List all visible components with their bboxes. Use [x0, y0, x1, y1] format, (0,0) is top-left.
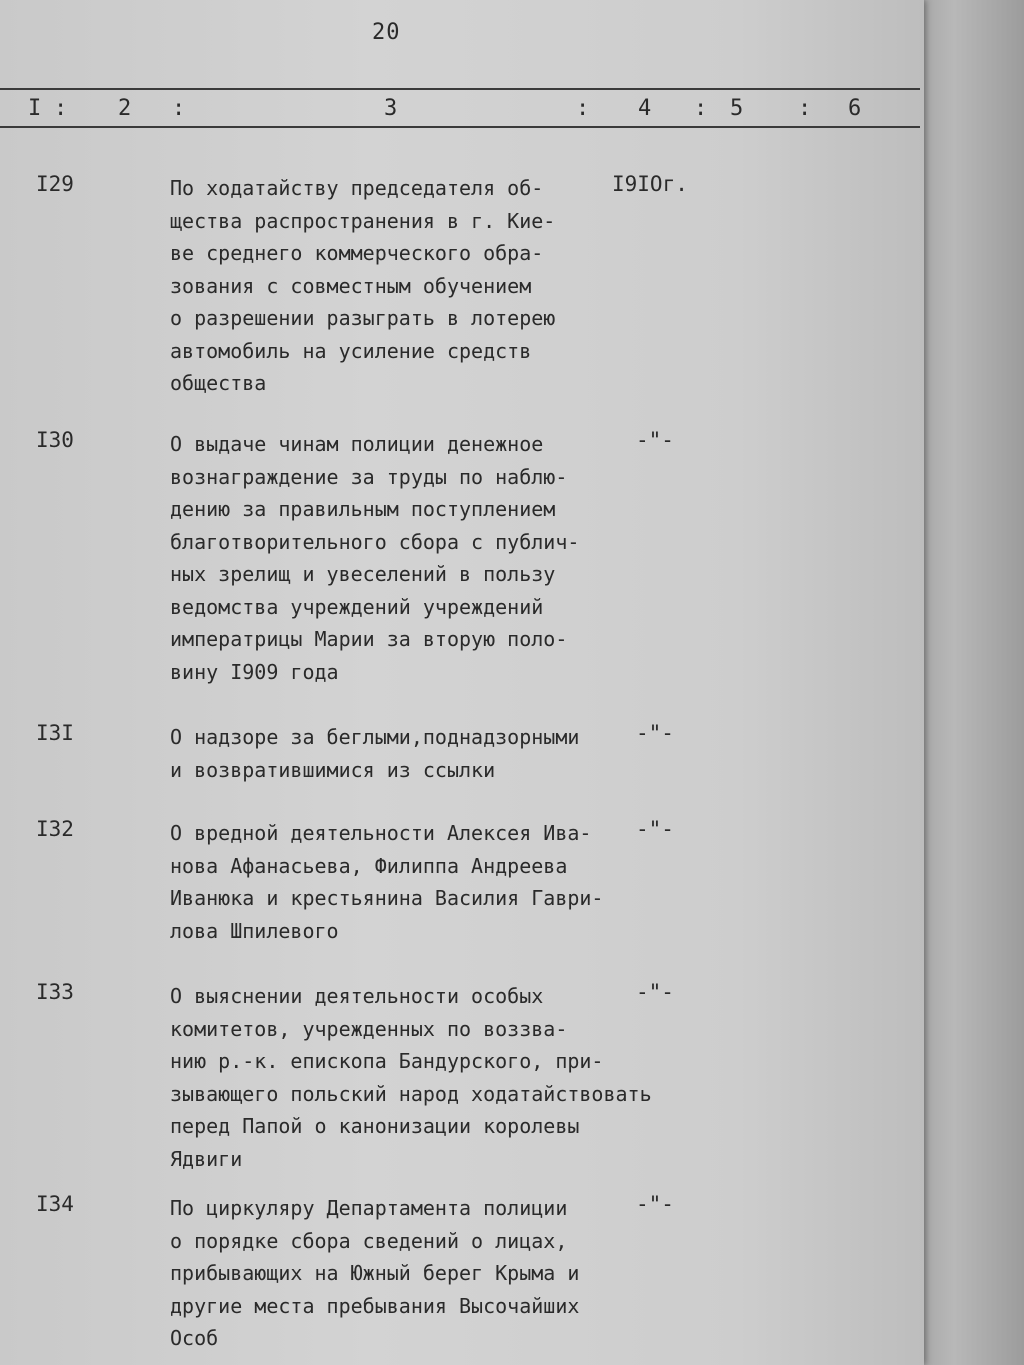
record-description: О вредной деятельности Алексея Ива- нова Афанасьева, Филиппа Андреева Иванюка и крестьянина Василия Гаври- лова Шпилевого	[170, 821, 604, 943]
header-rule-top	[0, 88, 920, 90]
record-number: I3I	[36, 721, 74, 745]
column-header-1: I	[28, 96, 42, 121]
record-number: I34	[36, 1192, 74, 1216]
record-number: I29	[36, 172, 74, 196]
column-separator: :	[54, 96, 68, 121]
header-rule-bottom	[0, 126, 920, 128]
record-description: О надзоре за беглыми,поднадзорными и возвратившимися из ссылки	[170, 725, 580, 782]
record-description: По циркуляру Департамента полиции о порядке сбора сведений о лицах, прибывающих на Южный берег Крыма и другие места пребывания Высочайших Особ	[170, 1196, 580, 1350]
column-header-4: 4	[638, 96, 652, 121]
page-number: 20	[372, 20, 401, 45]
record-number: I33	[36, 980, 74, 1004]
record-number: I32	[36, 817, 74, 841]
background-page-edge	[924, 0, 1024, 1365]
column-header-5: 5	[730, 96, 744, 121]
record-description: По ходатайству председателя об- щества распространения в г. Кие- ве среднего коммерческого обра- зования с совместным обучением о разрешении разыграть в лотерею автомобиль на усиление средств общества	[170, 176, 556, 395]
record-description: О выдаче чинам полиции денежное вознаграждение за труды по наблю- дению за правильным поступлением благотворительного сбора с публич- ных зрелищ и увеселений в пользу ведомства учреждений учреждений императрицы Марии за вторую поло- вину I909 года	[170, 432, 580, 684]
column-separator: :	[798, 96, 812, 121]
record-date-ditto: -"-	[636, 980, 674, 1004]
record-date-ditto: -"-	[636, 1192, 674, 1216]
column-separator: :	[576, 96, 590, 121]
column-header-6: 6	[848, 96, 862, 121]
column-header-row	[0, 96, 920, 124]
record-date: I9IOг.	[612, 172, 688, 196]
column-header-3: 3	[384, 96, 398, 121]
record-date-ditto: -"-	[636, 428, 674, 452]
column-header-2: 2	[118, 96, 132, 121]
record-date-ditto: -"-	[636, 721, 674, 745]
column-separator: :	[172, 96, 186, 121]
column-separator: :	[694, 96, 708, 121]
record-description: О выяснении деятельности особых комитетов, учрежденных по воззва- нию р.-к. епископа Бандурского, при- зывающего польский народ ходатайствовать перед Папой о канонизации королевы Ядвиги	[170, 984, 652, 1171]
record-number: I30	[36, 428, 74, 452]
record-date-ditto: -"-	[636, 817, 674, 841]
